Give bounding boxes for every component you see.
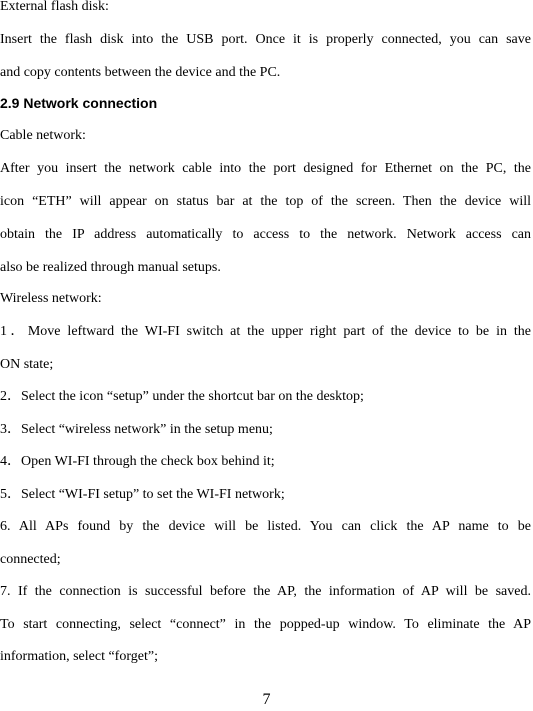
text-line: connected; (0, 552, 61, 567)
list-item: 3．Select “wireless network” in the setup menu; (0, 422, 273, 437)
list-item: 2．Select the icon “setup” under the shortcut bar on the desktop; (0, 389, 364, 404)
list-item: 7. If the connection is successful before the AP, the information of AP will be saved. (0, 584, 531, 599)
section-heading: 2.9 Network connection (0, 95, 158, 111)
text-line: External flash disk: (0, 0, 109, 14)
text-line: and copy contents between the device and the PC. (0, 65, 281, 80)
page-number: 7 (262, 691, 271, 708)
text-line: information, select “forget”; (0, 649, 158, 664)
text-line: also be realized through manual setups. (0, 260, 221, 275)
list-item: 4．Open WI-FI through the check box behind it; (0, 454, 275, 469)
text-line: obtain the IP address automatically to access to the network. Network access can (0, 227, 531, 242)
list-item: 5．Select “WI-FI setup” to set the WI-FI network; (0, 487, 285, 502)
list-item: 6. All APs found by the device will be listed. You can click the AP name to be (0, 519, 531, 534)
text-line: Insert the flash disk into the USB port. Once it is properly connected, you can save (0, 32, 531, 47)
subheading-cable-network: Cable network: (0, 128, 86, 143)
text-line: icon “ETH” will appear on status bar at the top of the screen. Then the device will (0, 194, 531, 209)
text-line: To start connecting, select “connect” in the popped-up window. To eliminate the AP (0, 617, 531, 632)
subheading-wireless-network: Wireless network: (0, 291, 102, 306)
text-line: ON state; (0, 357, 54, 372)
list-item: 1．Move leftward the WI-FI switch at the upper right part of the device to be in the (0, 324, 531, 339)
text-line: After you insert the network cable into the port designed for Ethernet on the PC, the (0, 161, 531, 176)
